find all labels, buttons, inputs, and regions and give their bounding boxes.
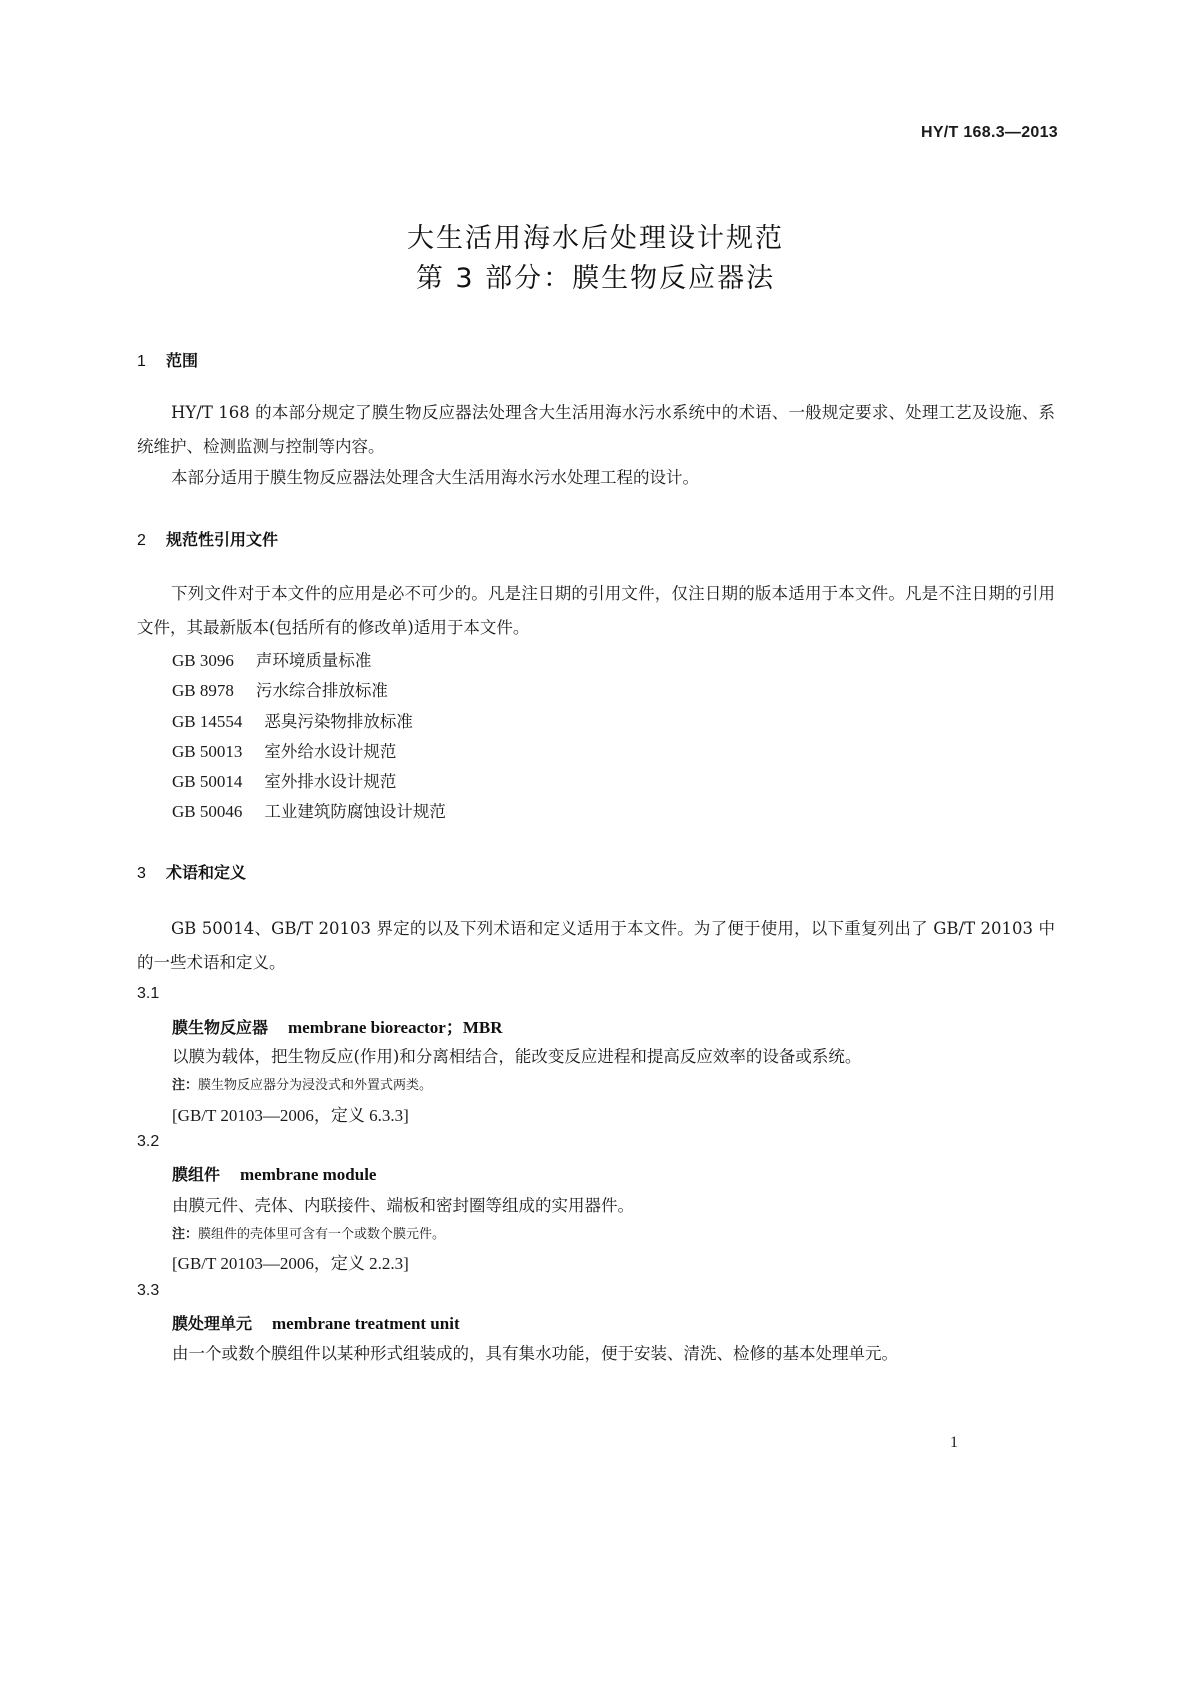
section-title: 规范性引用文件 [166,530,279,549]
note-label: 注： [172,1078,199,1093]
reference-title: 恶臭污染物排放标准 [264,712,413,731]
term-en: membrane treatment unit [272,1314,460,1333]
reference-code: GB 14554 [172,712,243,731]
reference-code: GB 50014 [172,772,243,791]
reference-code: GB 3096 [172,651,234,670]
section-number: 3 [137,865,146,882]
term-en: membrane bioreactor；MBR [288,1018,503,1037]
reference-title: 声环境质量标准 [255,651,372,670]
term-number: 3.3 [137,1282,160,1299]
note-text: 膜生物反应器分为浸没式和外置式两类。 [198,1078,433,1093]
reference-title: 工业建筑防腐蚀设计规范 [264,802,446,821]
term-definition: 由一个或数个膜组件以某种形式组装成的，具有集水功能，便于安装、清洗、检修的基本处理单元。 [172,1344,898,1363]
document-title: 大生活用海水后处理设计规范 [407,223,784,254]
document-subtitle: 第 3 部分：膜生物反应器法 [415,263,776,294]
section-title: 范围 [166,351,199,370]
note-text: 膜组件的壳体里可含有一个或数个膜元件。 [198,1227,446,1242]
term-en: membrane module [240,1165,377,1184]
reference-item [172,798,446,822]
reference-item [172,768,396,792]
section-3-heading [137,860,246,883]
reference-title: 室外给水设计规范 [264,742,397,761]
references-intro: 下列文件对于本文件的应用是必不可少的。凡是注日期的引用文件，仅注日期的版本适用于本文件。凡是不注日期的引用文件，其最新版本(包括所有的修改单)适用于本文件。 [137,584,1055,637]
scope-paragraph-1: HY/T 168 的本部分规定了膜生物反应器法处理含大生活用海水污水系统中的术语、一般规定要求、处理工艺及设施、系统维护、检测监测与控制等内容。 [137,403,1055,456]
page-number: 1 [950,1434,958,1451]
term-heading [172,1162,376,1185]
section-1-heading [137,348,198,371]
reference-item [172,647,371,671]
term-note [172,1223,445,1242]
section-2-heading [137,527,278,550]
reference-title: 室外排水设计规范 [264,772,397,791]
reference-title: 污水综合排放标准 [255,681,388,700]
standard-code: HY/T 168.3—2013 [920,124,1058,141]
reference-item [172,738,396,762]
term-definition: 以膜为载体，把生物反应(作用)和分离相结合，能改变反应进程和提高反应效率的设备或系统。 [172,1047,862,1066]
note-label: 注： [172,1227,199,1242]
reference-code: GB 50013 [172,742,243,761]
term-source: [GB/T 20103—2006，定义 2.2.3] [172,1254,409,1273]
term-definition: 由膜元件、壳体、内联接件、端板和密封圈等组成的实用器件。 [172,1196,634,1215]
reference-item [172,677,388,701]
term-note [172,1074,432,1093]
term-source: [GB/T 20103—2006，定义 6.3.3] [172,1106,409,1125]
term-heading [172,1311,460,1334]
term-heading [172,1013,503,1038]
reference-code: GB 8978 [172,681,234,700]
scope-paragraph-2: 本部分适用于膜生物反应器法处理含大生活用海水污水处理工程的设计。 [171,468,699,487]
term-zh: 膜处理单元 [172,1314,253,1333]
terms-intro: GB 50014、GB/T 20103 界定的以及下列术语和定义适用于本文件。为了便于使用，以下重复列出了 GB/T 20103 中的一些术语和定义。 [137,919,1055,972]
term-zh: 膜生物反应器 [172,1018,269,1037]
term-zh: 膜组件 [172,1165,221,1184]
term-number: 3.2 [137,1133,160,1150]
section-title: 术语和定义 [166,863,247,882]
section-number: 1 [137,353,146,370]
section-number: 2 [137,532,146,549]
reference-code: GB 50046 [172,802,243,821]
reference-item [172,708,413,732]
term-number: 3.1 [137,985,160,1002]
